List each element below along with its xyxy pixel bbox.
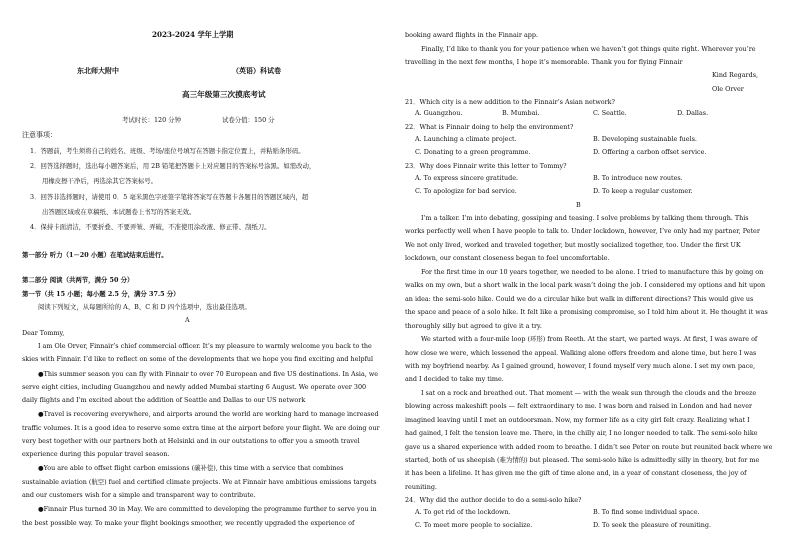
passage-a-line: very best together with our partners both at Helsinki and in our outstations to offer you a smooth travel (22, 437, 360, 445)
passage-b-label: B (576, 201, 581, 209)
closing-line: travelling in the next few months, I hope it’s memorable. Thank you for flying Finnair (405, 58, 683, 66)
passage-a-line: and our customers wish for a simple and transparent way to contribute. (22, 491, 256, 499)
option: B. To find some individual space. (593, 508, 700, 516)
option: C. Seattle. (593, 109, 627, 117)
option: D. To keep a regular customer. (593, 187, 693, 195)
passage-a-line: sustainable aviation (航空) fuel and certified climate projects. We at Finnair have ambitious emissions targets (22, 478, 377, 486)
passage-a-cont: booking award flights in the Finnair app. (405, 31, 538, 39)
sign-off: Kind Regards, (712, 71, 759, 79)
option: B. Developing sustainable fuels. (593, 135, 697, 143)
passage-a-line: I am Ole Orver, Finnair’s chief commercial officer. It’s my pleasure to warmly welcome you back to the (38, 342, 372, 350)
passage-b-line: imagined leaving until I met an outdoorsman. Now, my former life as a city girl felt crazy. Realizing what I (405, 416, 750, 424)
passage-b-line: We not only lived, worked and traveled together, but mostly socialized together, too. Under the first UK (405, 241, 741, 249)
exam-title: 高三年级第三次摸底考试 (182, 90, 266, 99)
school-name: 东北师大附中 (77, 66, 119, 75)
school-year: 2023-2024 学年上学期 (152, 30, 234, 39)
passage-b-line: We started with a four-mile loop (环形) from Reeth. At the start, we parted ways. At first, I was aware of (421, 335, 758, 343)
passage-a-line: ●Travel is recovering everywhere, and airports around the world are working hard to manage increased (38, 410, 379, 418)
option: C. Donating to a green programme. (415, 148, 531, 156)
option: A. Launching a climate project. (415, 135, 517, 143)
passage-b-line: reuniting. (405, 483, 437, 491)
passage-a-line: daily flights and I’m excited about the addition of Seattle and Dallas to our US network (22, 396, 306, 404)
note-2: 2．回答选择题时，选出每小题答案后，用 2B 铅笔把答题卡上对应题目的答案标号涂黑。如需改动， (30, 162, 316, 170)
passage-a-line: traffic volumes. It is a good idea to reserve some extra time at the airport before your flight. We are doing our (22, 424, 380, 432)
instruction: 阅读下列短文，从每题所给的 A、B、C 和 D 四个选项中，选出最佳选项。 (38, 303, 251, 311)
passage-b-line: gave us a shared experience with added room to breathe. I didn’t see Peter on route but reunited back where we (405, 443, 773, 451)
option: A. To express sincere gratitude. (415, 174, 519, 182)
part-two-heading: 第二部分 阅读（共两节，满分 50 分） (22, 276, 134, 284)
option: B. Mumbai. (502, 109, 540, 117)
option: C. To apologize for bad service. (415, 187, 517, 195)
passage-b-line: the space and peace of a solo hike. It felt like a promising compromise, so I told him about it. He thought it was (405, 308, 768, 316)
question-24: 24．Why did the author decide to do a semi-solo hike? (405, 496, 582, 504)
passage-b-line: it has been a lifeline. It has given me the gift of time alone and, in a year of constant closeness, the joy of (405, 469, 747, 477)
note-2-cont: 用橡皮擦干净后，再选涂其它答案标号。 (42, 177, 158, 185)
notes-heading: 注意事项： (22, 131, 57, 139)
note-3: 3．回答非选择题时，请使用 0．5 毫米黑色字迹签字笔将答案写在答题卡各题目的答题区域内，超 (30, 193, 309, 201)
signer: Ole Orver (712, 85, 744, 93)
passage-b-line: blowing across makeshift pools — felt extraordinary to me. I was born and raised in London and had never (405, 402, 753, 410)
passage-b-line: walks on my own, but a short walk in the local park wasn’t doing the job. I considered my options and hit upon (405, 281, 766, 289)
option: D. Offering a carbon offset service. (593, 148, 707, 156)
passage-a-line: serve eight cities, including Guangzhou and newly added Mumbai starting 6 August. We operate over 300 (22, 383, 367, 391)
question-23: 23．Why does Finnair write this letter to Tommy? (405, 162, 567, 170)
option: D. To seek the pleasure of reuniting. (593, 521, 712, 529)
passage-a-line: ●You are able to offset flight carbon emissions (碳补偿), this time with a service that combines (38, 464, 344, 472)
option: C. To meet more people to socialize. (415, 521, 533, 529)
passage-b-line: and I decided to take my time. (405, 375, 504, 383)
passage-b-line: lockdown, our constant closeness began to feel uncomfortable. (405, 254, 610, 262)
passage-b-line: thoroughly silly but agreed to give it a try. (405, 322, 542, 330)
closing-line: Finally, I’d like to thank you for your patience when we haven’t got things quite right. Wherever you’re (421, 45, 756, 53)
passage-b-line: I’m a talker. I’m into debating, gossiping and teasing. I solve problems by talking them through. This (421, 214, 749, 222)
section-one-heading: 第一节（共 15 小题；每小题 2.5 分，满分 37.5 分） (22, 290, 180, 298)
passage-a-line: the best possible way. To make your flight bookings smoother, we recently upgraded the experience of (22, 519, 355, 527)
passage-a-line: skies with Finnair. I’d like to reflect on some of the developments that we hope you find exciting and helpful (22, 355, 374, 363)
passage-a-label: A (185, 316, 190, 324)
passage-a-line: Dear Tommy, (22, 329, 65, 337)
option: A. To get rid of the lockdown. (415, 508, 511, 516)
passage-b-line: how close we were, which lessened the appeal. Walking alone offers freedom and alone time, but here I was (405, 349, 757, 357)
option: B. To introduce new routes. (593, 174, 683, 182)
passage-a-line: experience during this popular travel season. (22, 450, 170, 458)
passage-a-line: ●Finnair Plus turned 30 in May. We are committed to developing the programme further to serve you in (38, 505, 377, 513)
note-4: 4．保持卡面清洁，不要折叠、不要弄皱、弄破，不准使用涂改液、修正带、刮纸刀。 (30, 223, 271, 231)
passage-b-line: started, both of us sheepish (难为情的) but pleased. The semi-solo hike is admittedly silly in theory, but for me (405, 456, 760, 464)
passage-b-line: For the first time in our 10 years together, we needed to be alone. I tried to manufacture this by going on (421, 268, 764, 276)
note-1: 1．答题前，考生须将自己的姓名、班级、考场/座位号填写在答题卡指定位置上，并粘贴条形码。 (30, 147, 305, 155)
subject-title: （英语）科试卷 (232, 66, 281, 75)
note-3-cont: 出答题区域或在草稿纸、本试题卷上书写的答案无效。 (42, 208, 196, 216)
passage-b-line: I sat on a rock and breathed out. That moment — with the weak sun through the clouds and the breeze (421, 389, 757, 397)
option: D. Dallas. (677, 109, 709, 117)
exam-time: 考试时长：120 分钟 (122, 116, 181, 124)
exam-score: 试卷分值：150 分 (222, 116, 275, 124)
question-21: 21．Which city is a new addition to the Finnair’s Asian network? (405, 98, 615, 106)
passage-a-line: ●This summer season you can fly with Finnair to over 70 European and five US destinations. In Asia, we (38, 370, 379, 378)
passage-b-line: had gained, I felt the tension leave me. There, in the chilly air, I no longer needed to talk. The semi-solo hike (405, 429, 758, 437)
passage-b-line: with my boyfriend nearby. As I gained ground, however, I found myself very much alone. I set my own pace, (405, 362, 756, 370)
option: A. Guangzhou. (415, 109, 463, 117)
passage-b-line: an idea: the semi-solo hike. Could we do a circular hike but walk in different directions? This would give us (405, 295, 754, 303)
question-22: 22．What is Finnair doing to help the environment? (405, 123, 574, 131)
part-one-heading: 第一部分 听力（1－20 小题）在笔试结束后进行。 (22, 251, 168, 259)
passage-b-line: works perfectly well when I have people to talk to. Under lockdown, however, I’ve only had my partner, Peter (405, 227, 760, 235)
